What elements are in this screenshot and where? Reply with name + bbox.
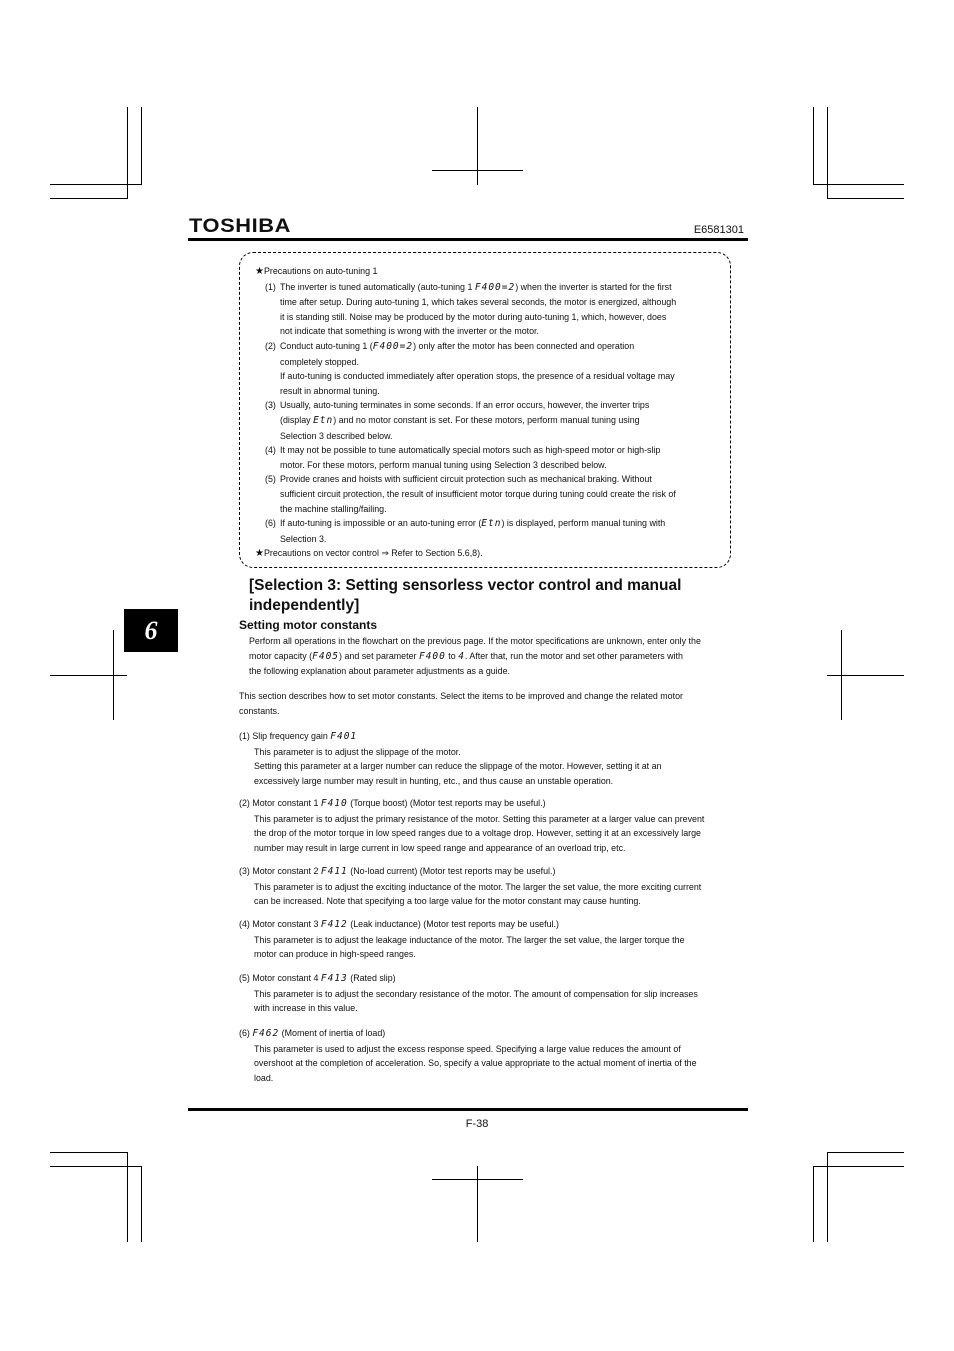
text-run: the following explanation about parameter adjustments as a guide. [249,666,510,677]
parameter-description-line: This parameter is to adjust the exciting inductance of the motor. The larger the set value, the more exciting current [254,881,702,892]
text-line [239,1026,749,1042]
text-line [280,532,715,547]
text-run: (3) Motor constant 2 [239,866,321,876]
item-number: (6) [265,518,276,529]
text-line [280,295,715,310]
parameter-description-line: number may result in large current in low speed range and appearance of an overload trip, etc. [254,842,626,853]
precautions-content [255,264,715,562]
item-number: (4) [265,445,276,456]
precaution-item [255,516,715,546]
precaution-item [255,472,715,516]
item-number: (1) [265,281,276,292]
text-line [239,917,749,933]
parameter-code: F413 [320,973,348,984]
parameter-code: F405 [312,650,340,662]
star-icon: ★ [255,548,264,560]
parameter-description-line: This parameter is to adjust the leakage inductance of the motor. The larger the set value, the larger torque the [254,934,685,945]
parameter-code: Etn [313,414,334,426]
text-line: This section describes how to set motor constants. Select the items to be improved and change the related motor [239,691,683,701]
footer-rule [188,1108,748,1111]
parameter-block [239,864,749,909]
precaution-item [255,280,715,339]
text-run: (Rated slip) [347,973,396,983]
text-line [280,429,715,444]
parameter-code: 4 [458,650,465,662]
parameter-code: F400 [418,650,446,662]
item-number: (3) [265,400,276,411]
chapter-tab: 6 [124,609,178,652]
text-line [280,384,715,399]
parameter-description-line: can be increased. Note that specifying a too large value for the motor constant may cause hunting. [254,896,641,907]
text-run: (5) Motor constant 4 [239,973,321,983]
document-number: E6581301 [693,224,744,236]
text-line: constants. [239,705,280,716]
parameter-description-line: This parameter is to adjust the slippage of the motor. [254,746,461,757]
parameter-code: F411 [320,866,348,877]
text-line [280,339,715,355]
parameter-block [239,796,749,855]
text-line [280,502,715,517]
text-run: Perform all operations in the flowchart on the previous page. If the motor specifications are unknown, enter only the [249,636,701,646]
text-run: to [445,650,459,661]
text-run: It may not be possible to tune automatically special motors such as high-speed motor or high-slip [280,445,661,456]
text-run: (1) Slip frequency gain [239,731,331,741]
parameter-code: F462 [252,1028,280,1039]
text-line [249,664,749,679]
precautions-title: Precautions on auto-tuning 1 [263,266,378,276]
parameter-description-line: This parameter is to adjust the secondary resistance of the motor. The amount of compensation for slip increases [254,988,698,999]
text-run: (Torque boost) (Motor test reports may be useful.) [347,798,546,808]
text-line [280,398,715,413]
parameter-code: F400=2 [474,281,516,293]
parameter-description-line: with increase in this value. [254,1003,358,1014]
text-line [280,369,715,384]
parameter-code: F410 [320,798,348,809]
text-line [280,413,715,429]
text-line [280,458,715,473]
header-rule [188,238,748,241]
text-run: the machine stalling/failing. [280,503,387,514]
vector-control-note: Precautions on vector control ⇒ Refer to Section 5.6,8). [263,548,483,559]
text-line [239,796,749,812]
text-run: (6) [239,1028,253,1038]
parameter-description-line: the drop of the motor torque in low speed ranges due to a voltage drop. However, setting it at an excessively large [254,828,701,839]
parameter-description-line: This parameter is used to adjust the excess response speed. Specifying a large value reduces the amount of [254,1043,681,1054]
text-run: . After that, run the motor and set other parameters with [464,650,683,661]
item-number: (5) [265,474,276,485]
toshiba-logo: TOSHIBA [189,216,291,237]
section-heading [249,576,719,616]
parameter-block [239,729,749,788]
parameter-code: F400=2 [372,340,414,352]
parameter-description-line: Setting this parameter at a larger number can reduce the slippage of the motor. However, setting it at an [254,761,662,772]
text-run: Usually, auto-tuning terminates in some seconds. If an error occurs, however, the inverter trips [280,400,650,411]
text-run: ) is displayed, perform manual tuning with [501,518,666,529]
text-line [239,864,749,880]
text-line [280,516,715,532]
text-run: Selection 3. [280,533,327,544]
subheading: Setting motor constants [239,618,378,632]
parameter-block [239,917,749,962]
text-run: Conduct auto-tuning 1 ( [280,340,373,351]
text-line [249,634,749,649]
text-run: Provide cranes and hoists with sufficient circuit protection such as mechanical braking. Without [280,474,652,485]
describe-paragraph [239,689,749,718]
text-line [280,310,715,325]
item-number: (2) [265,340,276,351]
parameter-code: F401 [330,731,358,742]
parameter-description-line: overshoot at the completion of acceleration. So, specify a value appropriate to the actual moment of inertia of the [254,1058,697,1069]
text-line [280,280,715,296]
text-run: result in abnormal tuning. [280,385,380,396]
text-run: ) only after the motor has been connected and operation [413,340,635,351]
parameter-description-line: load. [254,1072,274,1083]
text-run: ) when the inverter is started for the first [515,281,672,292]
text-run: not indicate that something is wrong with the inverter or the motor. [280,326,539,337]
text-run: The inverter is tuned automatically (auto-tuning 1 [280,281,475,292]
text-run: ) and set parameter [339,650,419,661]
parameter-description-line: motor can produce in high-speed ranges. [254,949,416,960]
text-run: Selection 3 described below. [280,430,393,441]
text-run: it is standing still. Noise may be produced by the motor during auto-tuning 1, which, however, does [280,311,667,322]
text-run: time after setup. During auto-tuning 1, which takes several seconds, the motor is energized, although [280,297,677,308]
star-icon: ★ [255,266,264,277]
text-line [280,324,715,339]
page-number: F-38 [465,1118,489,1130]
text-line [280,487,715,502]
parameter-block [239,971,749,1016]
text-run: (4) Motor constant 3 [239,919,321,929]
precaution-item [255,398,715,443]
text-run: If auto-tuning is impossible or an auto-tuning error ( [280,518,482,529]
text-run: (display [280,414,314,425]
parameter-code: F412 [320,919,348,930]
parameter-code: Etn [481,518,502,530]
text-run: (Moment of inertia of load) [279,1028,386,1038]
text-line [239,729,749,745]
text-run: ) and no motor constant is set. For these motors, perform manual tuning using [333,414,640,425]
text-run: (No-load current) (Motor test reports may be useful.) [347,866,556,876]
text-run: (Leak inductance) (Motor test reports may be useful.) [347,919,559,929]
precaution-list [255,280,715,547]
text-run: (2) Motor constant 1 [239,798,321,808]
text-line [280,472,715,487]
text-run: motor capacity ( [249,650,313,661]
intro-paragraph [249,634,749,679]
text-run: If auto-tuning is conducted immediately after operation stops, the presence of a residual voltage may [280,371,675,382]
precaution-item [255,443,715,472]
text-line [280,443,715,458]
text-line [280,355,715,370]
text-run: sufficient circuit protection, the result of insufficient motor torque during tuning could create the risk of [280,488,676,499]
section-heading-line2: independently] [249,597,360,614]
parameter-description-line: excessively large number may result in hunting, etc., and thus cause an unstable operation. [254,775,614,786]
text-line [239,971,749,987]
parameter-block [239,1026,749,1085]
text-run: motor. For these motors, perform manual tuning using Selection 3 described below. [280,459,607,470]
precaution-item [255,339,715,398]
text-run: completely stopped. [280,356,359,367]
section-heading-line1: [Selection 3: Setting sensorless vector control and manual [249,577,682,594]
parameter-description-line: This parameter is to adjust the primary resistance of the motor. Setting this parameter at a larger value can prevent [254,813,705,824]
text-line [249,649,749,665]
